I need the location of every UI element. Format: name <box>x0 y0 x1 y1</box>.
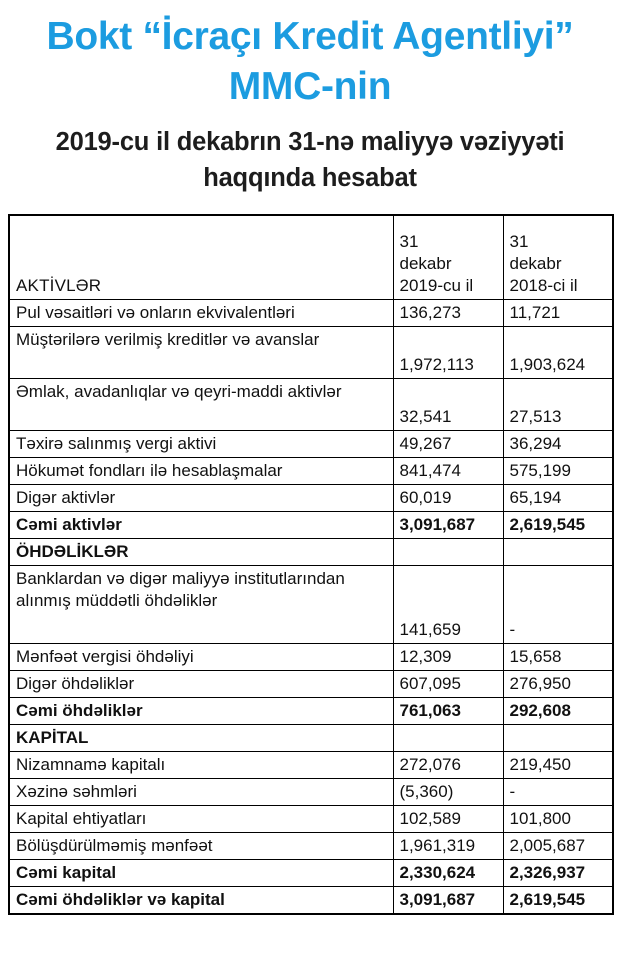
row-label: Nizamnamə kapitalı <box>9 751 393 778</box>
column-header-2019-line3: 2019-cu il <box>399 275 474 295</box>
row-value-2018: 292,608 <box>503 697 613 724</box>
table-row <box>9 886 613 914</box>
row-label: Bölüşdürülməmiş mənfəət <box>9 832 393 859</box>
row-value-2019: 49,267 <box>393 430 503 457</box>
table-row <box>9 538 613 565</box>
row-value-2019: 2,330,624 <box>393 859 503 886</box>
row-label: Hökumət fondları ilə hesablaşmalar <box>9 457 393 484</box>
row-value-2018: 2,619,545 <box>503 511 613 538</box>
table-row <box>9 299 613 326</box>
table-row <box>9 430 613 457</box>
page-title: Bokt “İcraçı Kredit Agentliyi” MMC-nin <box>46 15 574 108</box>
column-header-assets: AKTİVLƏR <box>9 215 393 299</box>
row-label: Əmlak, avadanlıqlar və qeyri-maddi aktivlər <box>9 378 393 430</box>
row-value-2019: 3,091,687 <box>393 886 503 914</box>
row-value-2019 <box>393 724 503 751</box>
row-label: Digər öhdəliklər <box>9 670 393 697</box>
row-value-2019: 141,659 <box>393 565 503 643</box>
financial-position-table <box>8 214 614 915</box>
row-value-2019: 136,273 <box>393 299 503 326</box>
column-header-2019-line2: dekabr <box>399 253 452 273</box>
row-value-2019 <box>393 538 503 565</box>
row-label: Cəmi öhdəliklər və kapital <box>9 886 393 914</box>
row-value-2018: 2,326,937 <box>503 859 613 886</box>
column-header-2018-line2: dekabr <box>509 253 562 273</box>
table-row <box>9 484 613 511</box>
row-label: Təxirə salınmış vergi aktivi <box>9 430 393 457</box>
row-value-2019: 761,063 <box>393 697 503 724</box>
row-value-2018: 65,194 <box>503 484 613 511</box>
row-value-2019: 3,091,687 <box>393 511 503 538</box>
table-row <box>9 859 613 886</box>
column-header-2019-line1: 31 <box>399 231 419 251</box>
row-label: Kapital ehtiyatları <box>9 805 393 832</box>
column-header-2018-line3: 2018-ci il <box>509 275 578 295</box>
row-value-2019: 272,076 <box>393 751 503 778</box>
row-value-2018: 27,513 <box>503 378 613 430</box>
row-value-2019: 60,019 <box>393 484 503 511</box>
row-label: Cəmi aktivlər <box>9 511 393 538</box>
row-value-2019: 102,589 <box>393 805 503 832</box>
table-row <box>9 643 613 670</box>
column-header-2018 <box>503 215 613 299</box>
table-row <box>9 697 613 724</box>
row-value-2019: 12,309 <box>393 643 503 670</box>
table-row <box>9 670 613 697</box>
table-row <box>9 378 613 430</box>
row-label: Banklardan və digər maliyyə institutlarından alınmış müddətli öhdəliklər <box>9 565 393 643</box>
table-body <box>9 299 613 914</box>
row-value-2018: 11,721 <box>503 299 613 326</box>
row-value-2018: 1,903,624 <box>503 326 613 378</box>
row-value-2019: (5,360) <box>393 778 503 805</box>
financial-table-wrapper <box>0 196 620 915</box>
table-row <box>9 724 613 751</box>
row-value-2018: - <box>503 565 613 643</box>
row-label: Cəmi öhdəliklər <box>9 697 393 724</box>
row-label: ÖHDƏLİKLƏR <box>9 538 393 565</box>
row-label: Cəmi kapital <box>9 859 393 886</box>
row-value-2018: 276,950 <box>503 670 613 697</box>
table-row <box>9 457 613 484</box>
row-value-2019: 1,972,113 <box>393 326 503 378</box>
row-label: Xəzinə səhmləri <box>9 778 393 805</box>
row-value-2019: 1,961,319 <box>393 832 503 859</box>
table-row <box>9 511 613 538</box>
row-value-2018: 2,619,545 <box>503 886 613 914</box>
table-row <box>9 326 613 378</box>
row-value-2019: 607,095 <box>393 670 503 697</box>
row-value-2018: 36,294 <box>503 430 613 457</box>
row-value-2018: 219,450 <box>503 751 613 778</box>
row-value-2018: 575,199 <box>503 457 613 484</box>
row-value-2018: 2,005,687 <box>503 832 613 859</box>
table-row <box>9 565 613 643</box>
column-header-2019 <box>393 215 503 299</box>
table-row <box>9 805 613 832</box>
row-value-2018: 15,658 <box>503 643 613 670</box>
row-value-2019: 32,541 <box>393 378 503 430</box>
row-label: Müştərilərə verilmiş kreditlər və avanslar <box>9 326 393 378</box>
row-value-2018: 101,800 <box>503 805 613 832</box>
table-header-row <box>9 215 613 299</box>
row-label: Digər aktivlər <box>9 484 393 511</box>
row-label: KAPİTAL <box>9 724 393 751</box>
row-value-2018 <box>503 538 613 565</box>
table-row <box>9 832 613 859</box>
row-value-2018: - <box>503 778 613 805</box>
page-subtitle: 2019-cu il dekabrın 31-nə maliyyə vəziyyəti haqqında hesabat <box>55 128 565 192</box>
table-header <box>9 215 613 299</box>
row-value-2019: 841,474 <box>393 457 503 484</box>
column-header-2018-line1: 31 <box>509 231 529 251</box>
table-row <box>9 751 613 778</box>
table-row <box>9 778 613 805</box>
row-value-2018 <box>503 724 613 751</box>
row-label: Pul vəsaitləri və onların ekvivalentləri <box>9 299 393 326</box>
row-label: Mənfəət vergisi öhdəliyi <box>9 643 393 670</box>
